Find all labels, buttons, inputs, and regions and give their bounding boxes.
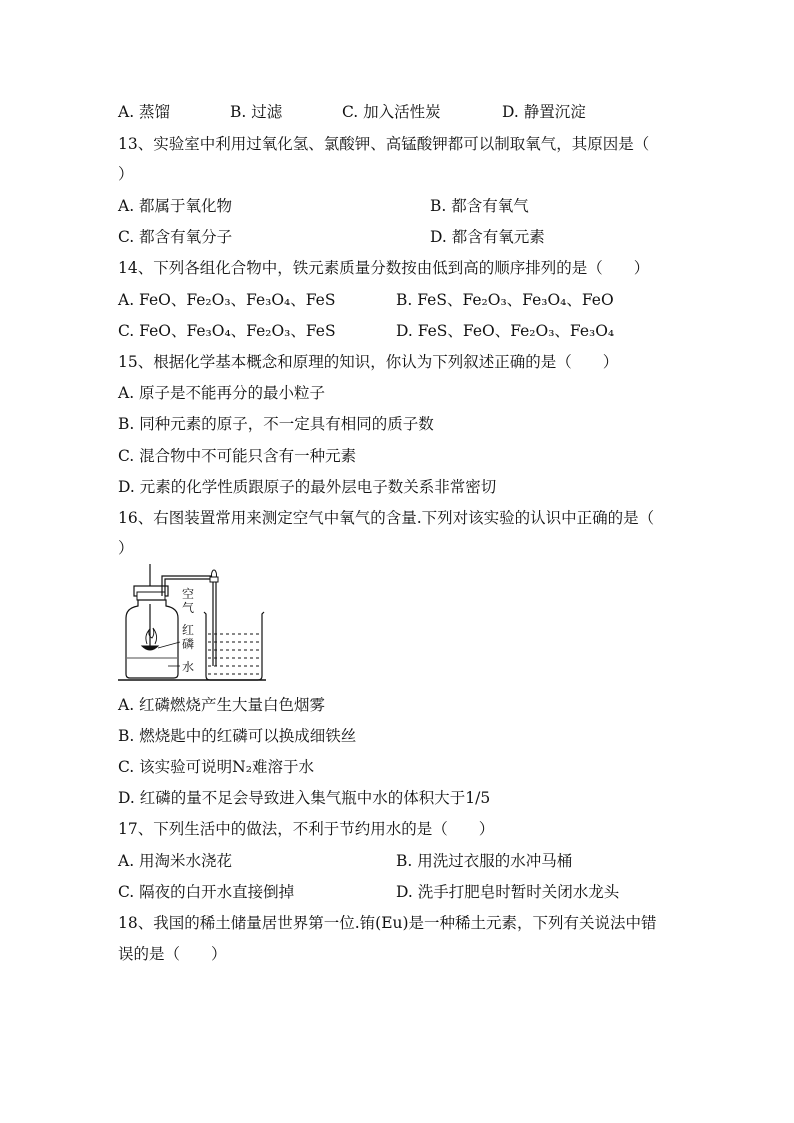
q17-options-row2 (118, 882, 678, 902)
q16-stem-continued: ） (118, 539, 134, 557)
q17-option-b: B. 用洗过衣服的水冲马桶 (396, 852, 573, 870)
q15-option-d: D. 元素的化学性质跟原子的最外层电子数关系非常密切 (118, 478, 497, 496)
q18-stem-continued: 误的是（ ） (118, 945, 227, 963)
q13-stem-continued: ） (118, 165, 134, 183)
q13-options-row2 (118, 227, 678, 247)
q18-stem: 18、我国的稀土储量居世界第一位.铕(Eu)是一种稀土元素，下列有关说法中错 (118, 914, 657, 932)
label-phosphorus-2: 磷 (182, 637, 195, 651)
q12-option-b: B. 过滤 (230, 103, 283, 121)
q16-stem: 16、右图装置常用来测定空气中氧气的含量.下列对该实验的认识中正确的是（ (118, 509, 655, 527)
q14-option-d: D. FeS、FeO、Fe₂O₃、Fe₃O₄ (396, 322, 615, 340)
q17-options-row1 (118, 851, 678, 871)
q15-option-b: B. 同种元素的原子，不一定具有相同的质子数 (118, 415, 434, 433)
q14-option-b: B. FeS、Fe₂O₃、Fe₃O₄、FeO (396, 291, 614, 309)
q14-options-row1 (118, 290, 678, 310)
q17-option-c: C. 隔夜的白开水直接倒掉 (118, 883, 295, 901)
q16-option-b: B. 燃烧匙中的红磷可以换成细铁丝 (118, 727, 357, 745)
q13-option-b: B. 都含有氧气 (430, 197, 529, 215)
q17-option-a: A. 用淘米水浇花 (118, 852, 233, 870)
label-water: 水 (182, 660, 195, 674)
q14-stem: 14、下列各组化合物中，铁元素质量分数按由低到高的顺序排列的是（ ） (118, 259, 650, 277)
q14-option-c: C. FeO、Fe₃O₄、Fe₂O₃、FeS (118, 322, 336, 340)
q16-option-c: C. 该实验可说明N₂难溶于水 (118, 758, 314, 776)
q16-option-d: D. 红磷的量不足会导致进入集气瓶中水的体积大于1/5 (118, 789, 491, 807)
q17-stem: 17、下列生活中的做法，不利于节约用水的是（ ） (118, 820, 495, 838)
q17-option-d: D. 洗手打肥皂时暂时关闭水龙头 (396, 883, 620, 901)
label-phosphorus-1: 红 (182, 623, 195, 637)
q12-options (118, 102, 678, 122)
q15-option-c: C. 混合物中不可能只含有一种元素 (118, 447, 357, 465)
q13-option-a: A. 都属于氧化物 (118, 197, 233, 215)
q15-option-a: A. 原子是不能再分的最小粒子 (118, 384, 326, 402)
q12-option-d: D. 静置沉淀 (502, 103, 586, 121)
label-air-1: 空 (182, 587, 195, 601)
oxygen-measurement-apparatus-diagram (118, 562, 278, 682)
q12-option-c: C. 加入活性炭 (342, 103, 441, 121)
q13-options-row1 (118, 196, 678, 216)
q15-stem: 15、根据化学基本概念和原理的知识，你认为下列叙述正确的是（ ） (118, 353, 619, 371)
q13-option-c: C. 都含有氧分子 (118, 228, 233, 246)
q13-stem: 13、实验室中利用过氧化氢、氯酸钾、高锰酸钾都可以制取氧气，其原因是（ (118, 135, 650, 153)
q16-option-a: A. 红磷燃烧产生大量白色烟雾 (118, 696, 326, 714)
label-air-2: 气 (182, 601, 195, 615)
q12-option-a: A. 蒸馏 (118, 103, 171, 121)
q14-option-a: A. FeO、Fe₂O₃、Fe₃O₄、FeS (118, 291, 336, 309)
q14-options-row2 (118, 321, 678, 341)
q13-option-d: D. 都含有氧元素 (430, 228, 545, 246)
